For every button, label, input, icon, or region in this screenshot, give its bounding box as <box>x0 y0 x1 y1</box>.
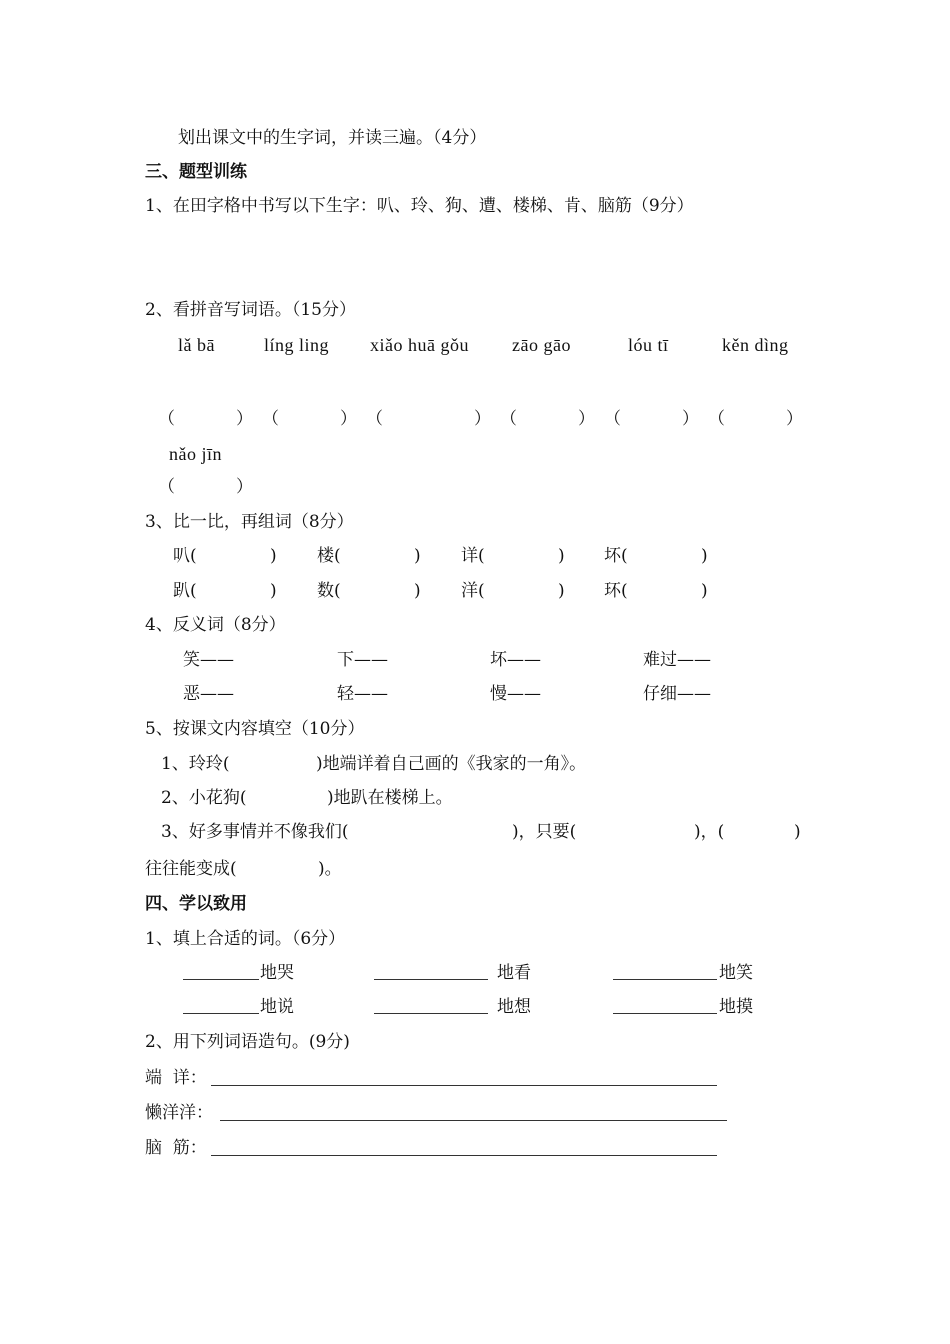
compare-close: ) <box>414 546 421 566</box>
fill-sentence-3-start: 3、好多事情并不像我们( <box>161 822 349 842</box>
compare-char: 趴( <box>173 581 197 601</box>
answer-blank-7-close: ） <box>236 477 253 497</box>
fill-sentence-2-start: 2、小花狗( <box>161 788 247 808</box>
antonym-item: 难过—— <box>643 650 711 670</box>
answer-blank-5-close: ） <box>682 409 699 429</box>
fill-word-suffix: 地笑 <box>719 963 753 983</box>
answer-blank-2-open[interactable]: （ <box>262 409 279 429</box>
antonym-item: 仔细—— <box>643 684 711 704</box>
sentence-word-label: 脑 筋： <box>145 1138 207 1158</box>
answer-blank-6-open[interactable]: （ <box>708 409 725 429</box>
pinyin-6: kěn dìng <box>722 335 789 355</box>
compare-char: 洋( <box>461 581 485 601</box>
fill-sentence-4-end: )。 <box>318 859 342 879</box>
compare-close: ) <box>701 581 708 601</box>
question-1-prompt: 1、在田字格中书写以下生字：叭、玲、狗、遭、楼梯、肯、脑筋（9分） <box>145 196 694 216</box>
fill-word-blank[interactable] <box>613 963 717 980</box>
compare-char: 环( <box>604 581 628 601</box>
sentence-answer-line[interactable] <box>211 1069 717 1086</box>
fill-sentence-1-end: )地端详着自己画的《我家的一角》。 <box>316 754 587 774</box>
fill-sentence-2-end: )地趴在楼梯上。 <box>327 788 453 808</box>
compare-char: 详( <box>461 546 485 566</box>
sentence-answer-line[interactable] <box>211 1139 717 1156</box>
antonym-item: 慢—— <box>490 684 541 704</box>
answer-blank-3-close: ） <box>474 409 491 429</box>
antonym-item: 下—— <box>337 650 388 670</box>
fill-word-suffix: 地想 <box>497 997 531 1017</box>
section-4-question-2-prompt: 2、用下列词语造句。(9分) <box>145 1032 350 1052</box>
compare-char: 叭( <box>173 546 197 566</box>
sentence-word-label: 端 详： <box>145 1068 207 1088</box>
answer-blank-5-open[interactable]: （ <box>604 409 621 429</box>
antonym-item: 轻—— <box>337 684 388 704</box>
sentence-word-label: 懒洋洋： <box>145 1103 213 1123</box>
fill-word-blank[interactable] <box>374 997 488 1014</box>
fill-word-suffix: 地看 <box>497 963 531 983</box>
answer-blank-1-open[interactable]: （ <box>158 409 175 429</box>
compare-close: ) <box>558 546 565 566</box>
section-4-heading: 四、学以致用 <box>145 894 247 914</box>
fill-word-blank[interactable] <box>183 963 259 980</box>
section-3-heading: 三、题型训练 <box>145 162 247 182</box>
pinyin-7: nǎo jīn <box>169 444 222 464</box>
fill-sentence-4-start: 往往能变成( <box>145 859 237 879</box>
pinyin-1: lǎ bā <box>178 335 215 355</box>
question-4-prompt: 4、反义词（8分） <box>145 615 286 635</box>
sentence-answer-line[interactable] <box>220 1104 727 1121</box>
fill-word-suffix: 地说 <box>260 997 294 1017</box>
compare-close: ) <box>558 581 565 601</box>
fill-word-suffix: 地哭 <box>260 963 294 983</box>
fill-word-blank[interactable] <box>613 997 717 1014</box>
compare-close: ) <box>270 581 277 601</box>
answer-blank-4-open[interactable]: （ <box>500 409 517 429</box>
compare-close: ) <box>701 546 708 566</box>
compare-close: ) <box>270 546 277 566</box>
answer-blank-7-open[interactable]: （ <box>158 477 175 497</box>
compare-char: 楼( <box>317 546 341 566</box>
section-4-question-1-prompt: 1、填上合适的词。（6分） <box>145 929 346 949</box>
pinyin-2: líng ling <box>264 335 330 355</box>
antonym-item: 坏—— <box>490 650 541 670</box>
pinyin-3: xiǎo huā gǒu <box>370 335 469 355</box>
answer-blank-4-close: ） <box>578 409 595 429</box>
fill-sentence-3-end: ) <box>794 822 801 842</box>
fill-sentence-3-mid2: )，( <box>694 822 725 842</box>
answer-blank-3-open[interactable]: （ <box>366 409 383 429</box>
answer-blank-6-close: ） <box>786 409 803 429</box>
antonym-item: 恶—— <box>183 684 234 704</box>
compare-char: 坏( <box>604 546 628 566</box>
fill-word-blank[interactable] <box>183 997 259 1014</box>
antonym-item: 笑—— <box>183 650 234 670</box>
pinyin-4: zāo gāo <box>512 335 571 355</box>
fill-sentence-3-mid: )，只要( <box>512 822 577 842</box>
fill-sentence-1-start: 1、玲玲( <box>161 754 230 774</box>
answer-blank-2-close: ） <box>340 409 357 429</box>
question-2-prompt: 2、看拼音写词语。（15分） <box>145 300 356 320</box>
fill-word-suffix: 地摸 <box>719 997 753 1017</box>
compare-close: ) <box>414 581 421 601</box>
question-3-prompt: 3、比一比，再组词（8分） <box>145 512 354 532</box>
instruction-line: 划出课文中的生字词，并读三遍。（4分） <box>178 128 487 148</box>
pinyin-5: lóu tī <box>628 335 669 355</box>
fill-word-blank[interactable] <box>374 963 488 980</box>
compare-char: 数( <box>317 581 341 601</box>
answer-blank-1-close: ） <box>236 409 253 429</box>
question-5-prompt: 5、按课文内容填空（10分） <box>145 719 365 739</box>
